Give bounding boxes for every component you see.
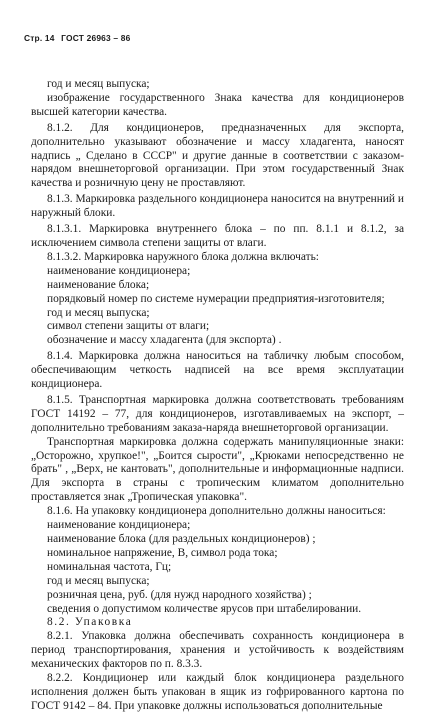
paragraph: наименование кондиционера; [47, 264, 191, 277]
standard-designation: ГОСТ 26963 – 86 [61, 33, 131, 43]
paragraph: 8.1.5. Транспортная маркировка должна соответствовать требованиям ГОСТ 14192 – 77, для кондиционеров, изготавливаемых на экспорт, – дополнительно требованиям заказа-наряда внешнеторговой организации. [31, 393, 404, 434]
paragraph: сведения о допустимом количестве ярусов при штабелировании. [47, 602, 362, 615]
paragraph: 8.1.3. Маркировка раздельного кондиционера наносится на внутренний и наружный блоки. [31, 193, 404, 220]
paragraph: год и месяц выпуска; [47, 306, 150, 319]
page-header [24, 33, 131, 43]
paragraph: 8.1.2. Для кондиционеров, предназначенных для экспорта, дополнительно указывают обозначение и массу хладагента, наносят надпись „ Сделано в СССР" и другие данные в соответствии с заказом-нарядом внешнеторговой организации. При этом государственный Знак качества и розничную цену не проставляют. [31, 121, 404, 190]
paragraph: 8.1.4. Маркировка должна наноситься на табличку любым способом, обеспечивающим четкость надписей на все время эксплуатации кондиционера. [31, 350, 404, 391]
page-number: Стр. 14 [24, 33, 55, 43]
paragraph: номинальная частота, Гц; [47, 560, 172, 573]
paragraph: порядковый номер по системе нумерации предприятия-изготовителя; [47, 292, 385, 305]
document-body [31, 78, 404, 714]
paragraph: изображение государственного Знака качества для кондиционеров высшей категории качества. [31, 91, 404, 118]
paragraph: 8.2.1. Упаковка должна обеспечивать сохранность кондиционера в период транспортирования, хранения и устойчивость к воздействиям механических факторов по п. 8.3.3. [31, 630, 404, 671]
paragraph: наименование кондиционера; [47, 519, 191, 532]
paragraph: 8.2. Упаковка [47, 616, 133, 629]
paragraph: обозначение и массу хладагента (для экспорта) . [47, 334, 282, 347]
paragraph: наименование блока; [47, 278, 150, 291]
paragraph: Транспортная маркировка должна содержать манипуляционные знаки: „Осторожно, хрупкое!", „Боится сырости", „Крюками непосредственно не брать" , „Верх, не кантовать", дополнительные и информационные надписи. Для экспорта в страны с тропическим климатом дополнительно проставляется знак „Тропическая упаковка". [31, 435, 404, 504]
paragraph: номинальное напряжение, В, символ рода тока; [47, 546, 278, 559]
paragraph: 8.2.2. Кондиционер или каждый блок кондиционера раздельного исполнения должен быть упакован в ящик из гофрированного картона по ГОСТ 9142 – 84. При упаковке должны использоваться дополнительные [31, 672, 404, 712]
paragraph: розничная цена, руб. (для нужд народного хозяйства) ; [47, 588, 312, 601]
paragraph: год и месяц выпуска; [47, 574, 150, 587]
paragraph: 8.1.6. На упаковку кондиционера дополнительно должны наноситься: [47, 505, 386, 518]
paragraph: 8.1.3.2. Маркировка наружного блока должна включать: [47, 250, 319, 263]
paragraph: 8.1.3.1. Маркировка внутреннего блока – по пп. 8.1.1 и 8.1.2, за исключением символа степени защиты от влаги. [31, 223, 404, 249]
paragraph: наименование блока (для раздельных кондиционеров) ; [47, 533, 316, 545]
paragraph: символ степени защиты от влаги; [47, 320, 210, 333]
paragraph: год и месяц выпуска; [47, 78, 150, 90]
